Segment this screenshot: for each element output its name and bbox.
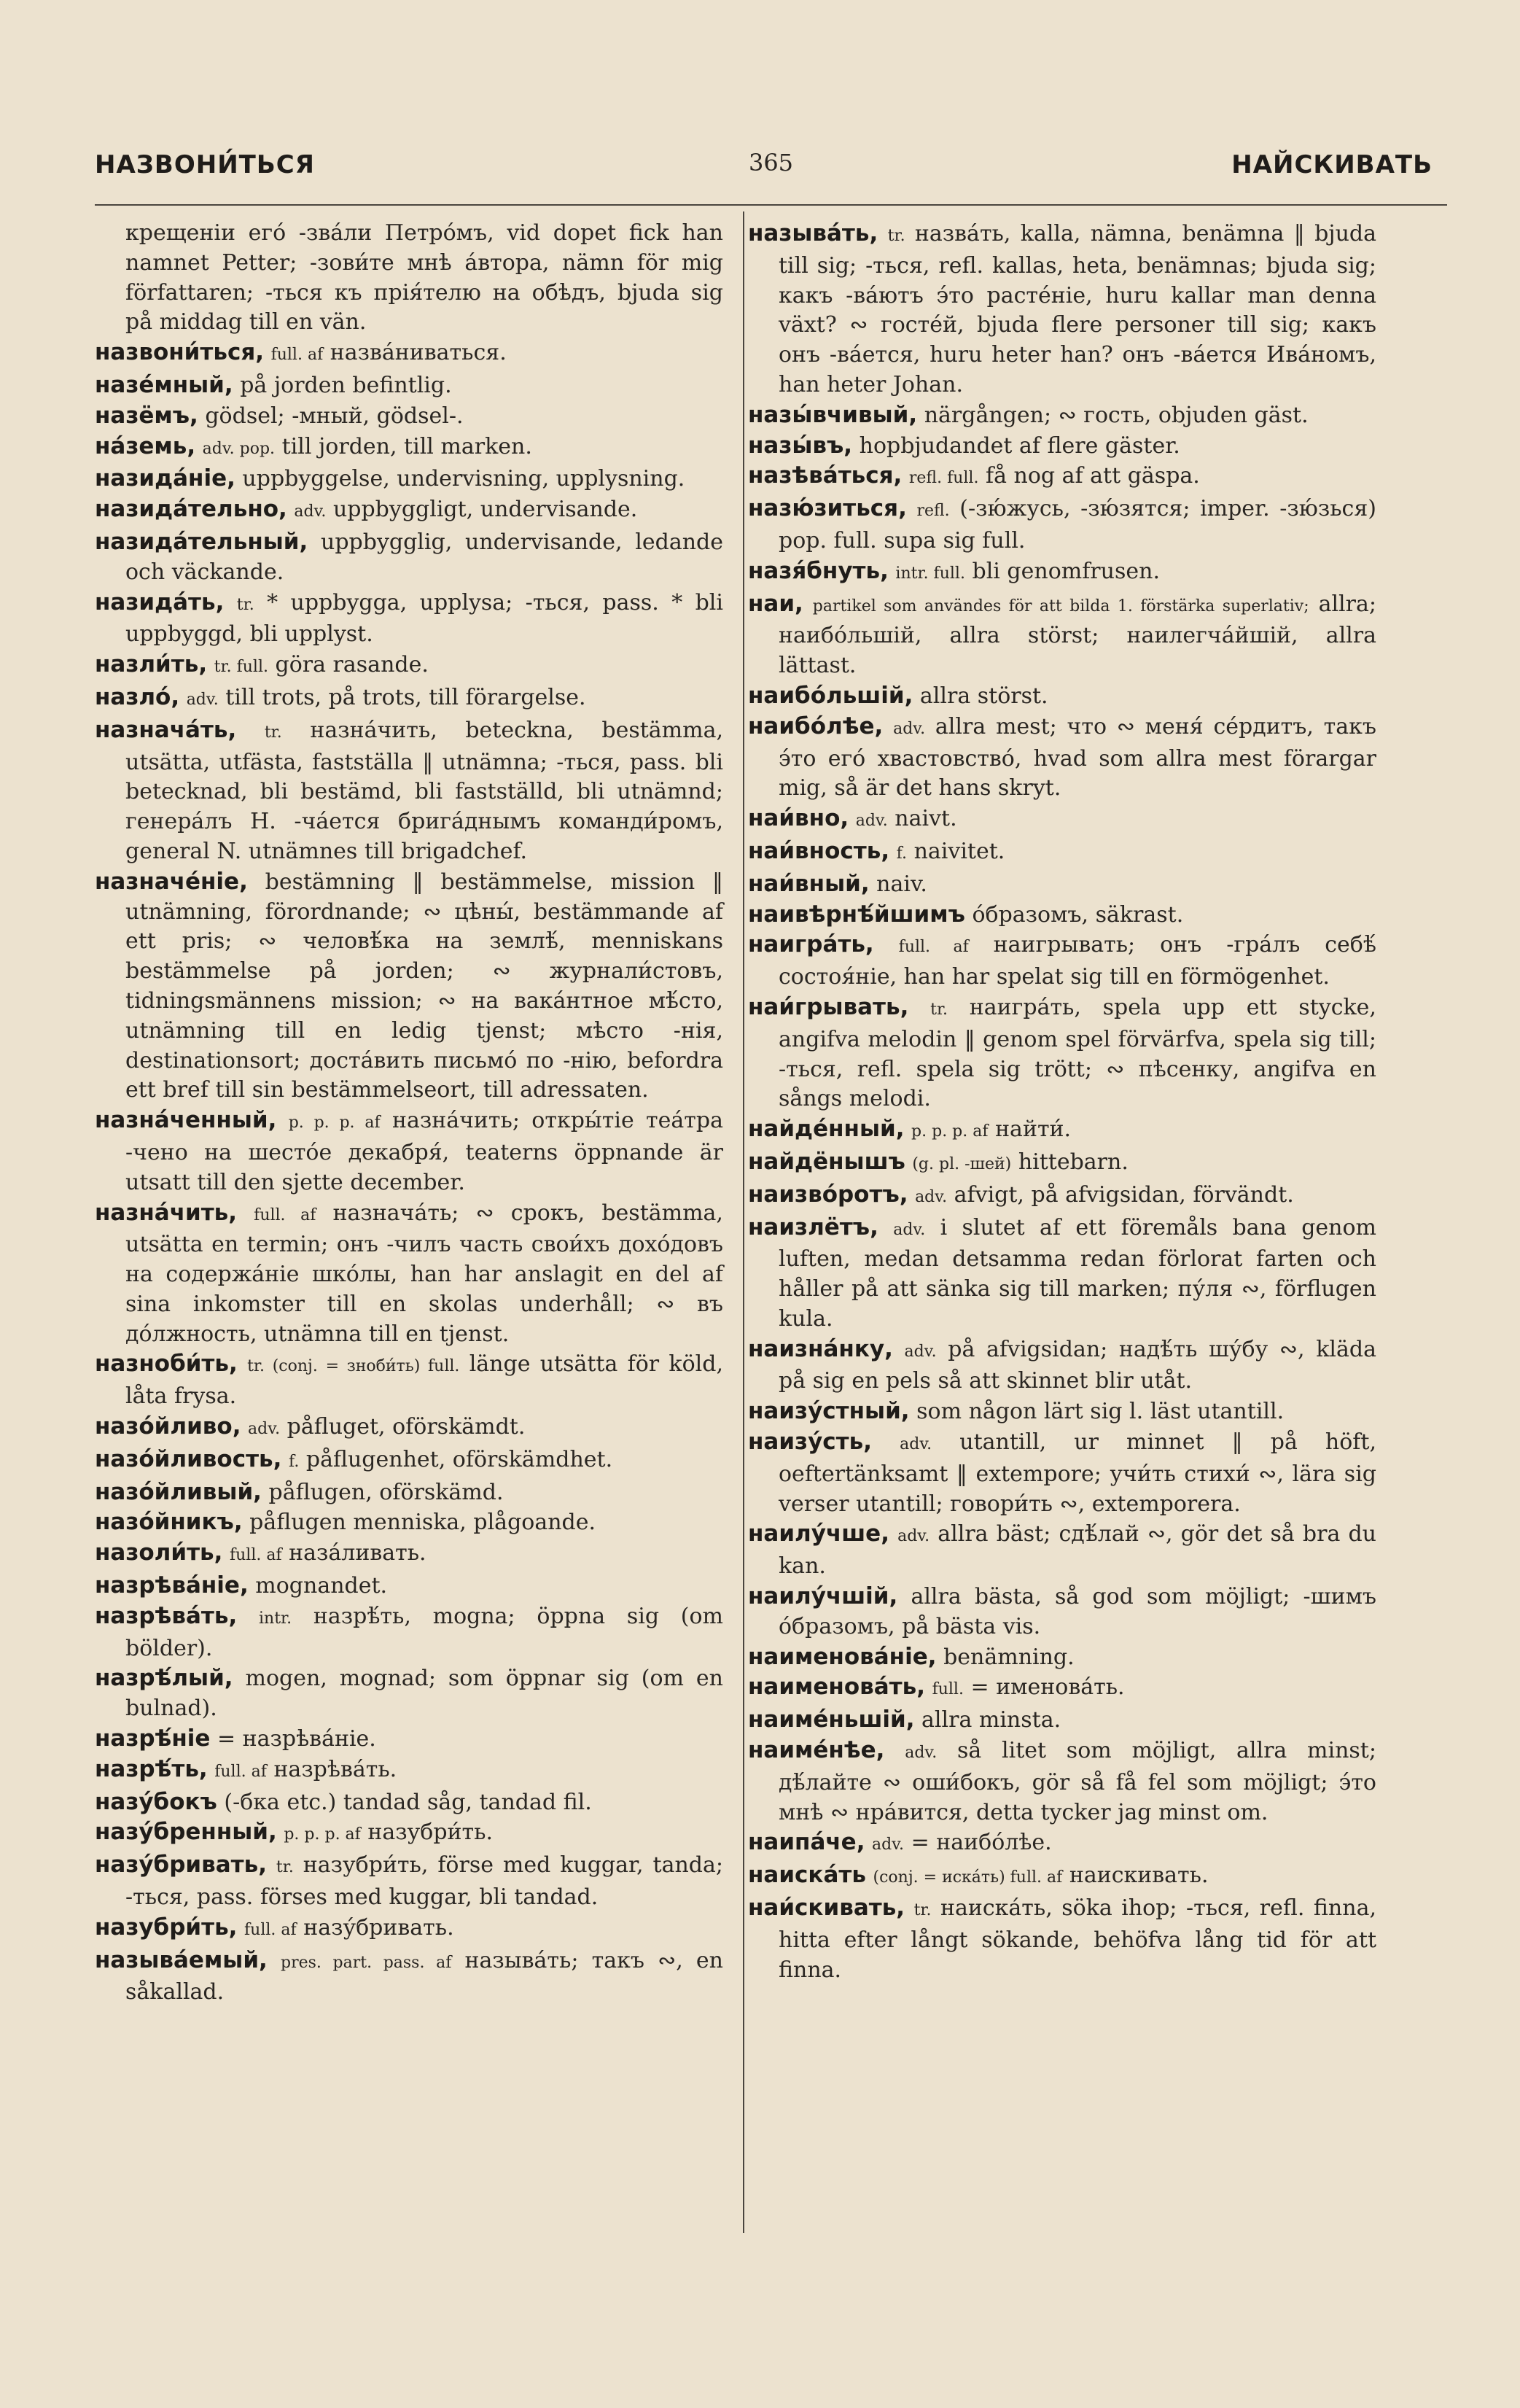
entry-definition: gödsel; -мный, gödsel-. [205, 403, 464, 429]
dictionary-entry [748, 1114, 1376, 1147]
entry-grammar-label: full. af [254, 1205, 316, 1224]
entry-definition: närgången; ∾ гость, objuden gäst. [924, 402, 1309, 428]
entry-definition: = именова́ть. [970, 1674, 1125, 1701]
entry-grammar-label: adv. [893, 1220, 926, 1239]
entry-definition: * uppbygga, upplysa; -ться, pass. * bli uppbyggd, bli upplyst. [125, 589, 723, 648]
dictionary-entry [95, 527, 723, 588]
entry-headword: назрѣва́ніе, [95, 1572, 249, 1599]
entry-definition: allra; наибо́льшій, allra störst; наилегча́йшій, allra lättast. [779, 591, 1376, 679]
entry-grammar-label: f. [288, 1452, 300, 1471]
dictionary-entry [95, 1787, 723, 1818]
entry-headword: наивѣрнѣ́йшимъ [748, 901, 965, 928]
entry-definition: наигрывать; онъ -гра́лъ себѣ́ состоя́ніе, han har spelat sig till en förmögenhet. [779, 932, 1376, 990]
dictionary-entry [748, 836, 1376, 869]
dictionary-entry [95, 1850, 723, 1913]
dictionary-entry [95, 1477, 723, 1508]
entry-headword: назёмъ, [95, 402, 198, 429]
entry-grammar-label: intr. [258, 1609, 292, 1628]
entry-definition: påflugen, oförskämd. [268, 1479, 504, 1505]
dictionary-entry [748, 1213, 1376, 1335]
entry-grammar-label: partikel som användes för att bilda 1. förstärka superlativ; [812, 597, 1309, 615]
entry-definition: наискивать. [1069, 1863, 1209, 1889]
entry-definition: allra minsta. [921, 1707, 1061, 1733]
dictionary-entry [748, 556, 1376, 589]
entry-grammar-label: refl. full. [908, 469, 979, 488]
entry-headword: назна́чить, [95, 1199, 238, 1226]
dictionary-entry [748, 1519, 1376, 1582]
entry-definition: allra bästa, så god som möjligt; -шимъ о́бразомъ, på bästa vis. [779, 1584, 1376, 1639]
entry-definition: наигра́ть, spela upp ett stycke, angifva melodin ‖ genom spel förvärfva, spela sig till; -ться, refl. spela sig trött; ∾ пѣсенку, angifva en sångs melodi. [779, 994, 1376, 1112]
entry-headword: на́земь, [95, 432, 196, 459]
entry-definition: называ́ть; такъ ∾, en såkallad. [125, 1947, 723, 2005]
entry-definition: (-зю́жусь, -зю́зятся; imper. -зю́зься) pop. full. supa sig full. [779, 496, 1376, 554]
dictionary-entry [748, 1736, 1376, 1828]
dictionary-entry [748, 1335, 1376, 1397]
dictionary-entry [748, 993, 1376, 1114]
entry-grammar-label: adv. [904, 1342, 937, 1361]
dictionary-entry [748, 681, 1376, 712]
entry-headword: наи́вный, [748, 870, 870, 897]
entry-headword: назрѣ́лый, [95, 1665, 233, 1692]
entry-headword: наиме́нѣе, [748, 1737, 885, 1764]
entry-headword: назо́йливо, [95, 1413, 241, 1440]
entry-definition: = наибо́лѣе. [911, 1830, 1052, 1856]
header-first-word: НАЗВОНИ́ТЬСЯ [95, 150, 315, 179]
entry-definition: назубри́ть, förse med kuggar, tanda; -ться, pass. förses med kuggar, bli tandad. [125, 1852, 723, 1911]
dictionary-entry [95, 1349, 723, 1412]
entry-headword: наизу́сть, [748, 1429, 873, 1456]
page-number: 365 [748, 149, 794, 176]
entry-grammar-label: tr. [264, 723, 282, 742]
entry-definition: naivt. [895, 806, 957, 832]
entry-grammar-label: full. af [229, 1546, 282, 1565]
entry-headword: назначе́ніе, [95, 868, 248, 895]
dictionary-entry [95, 432, 723, 465]
dictionary-entry [748, 869, 1376, 900]
entry-headword: наибо́лѣе, [748, 712, 884, 739]
entry-definition: benämning. [943, 1644, 1075, 1670]
entry-headword: наи́вно, [748, 805, 849, 832]
dictionary-entry [95, 464, 723, 494]
dictionary-entry [748, 930, 1376, 993]
entry-headword: назида́ніе, [95, 465, 235, 492]
entry-definition: allra mest; что ∾ меня́ се́рдитъ, такъ э́то его́ хвастовство́, hvad som allra mest förargar mig, så är det hans skryt. [779, 713, 1376, 801]
dictionary-entry [95, 1946, 723, 2008]
entry-headword: назида́тельно, [95, 496, 287, 523]
dictionary-entry [95, 338, 723, 370]
dictionary-entry [95, 1724, 723, 1755]
dictionary-entry [95, 1571, 723, 1601]
entry-definition: mogen, mognad; som öppnar sig (om en bulnad). [125, 1666, 723, 1722]
entry-definition: bli genomfrusen. [972, 558, 1160, 584]
entry-definition: назрѣва́ть. [273, 1756, 397, 1782]
dictionary-entry [95, 1198, 723, 1350]
dictionary-entry [95, 1663, 723, 1724]
entry-definition: uppbyggligt, undervisande. [332, 497, 638, 523]
entry-grammar-label: pres. part. pass. af [281, 1953, 452, 1972]
entry-definition: наза́ливать. [289, 1540, 426, 1566]
entry-grammar-label: tr. [276, 1858, 294, 1877]
dictionary-entry [748, 1672, 1376, 1705]
entry-definition: назва́ть, kalla, nämna, benämna ‖ bjuda till sig; -ться, refl. kallas, heta, benämnas; bjuda sig; какъ -ва́ютъ э́то расте́ніе, huru kallar man denna växt? ∾ госте́й, bjuda flere personer till sig; какъ онъ -ва́ется, huru heter han? онъ -ва́ется Ива́номъ, han heter Johan. [779, 221, 1376, 397]
entry-definition: назу́бривать. [303, 1914, 454, 1941]
entry-headword: назо́йливость, [95, 1445, 282, 1472]
entry-headword: назида́ть, [95, 589, 225, 615]
entry-headword: называ́ть, [748, 220, 878, 246]
entry-headword: назу́бренный, [95, 1819, 277, 1846]
entry-definition: påflugenhet, oförskämdhet. [305, 1446, 613, 1472]
dictionary-entry [95, 1507, 723, 1538]
entry-headword: наиме́ньшій, [748, 1706, 915, 1733]
entry-grammar-label: full. af [270, 346, 324, 365]
dictionary-entry [748, 219, 1376, 400]
entry-headword: назноби́ть, [95, 1351, 238, 1378]
entry-definition: utantill, ur minnet ‖ på höft, oeftertänksamt ‖ extempore; учи́ть стихи́ ∾, lära sig verser utantill; говори́ть ∾, extemporera. [779, 1429, 1377, 1517]
entry-headword: назвони́ться, [95, 339, 265, 366]
dictionary-entry [95, 1601, 723, 1664]
entry-grammar-label: adv. [294, 502, 327, 521]
entry-definition: hittebarn. [1018, 1149, 1129, 1175]
entry-definition: naiv. [876, 871, 927, 897]
dictionary-entry [748, 1427, 1376, 1519]
entry-headword: наиска́ть [748, 1862, 866, 1889]
entry-headword: назна́ченный, [95, 1107, 277, 1134]
entry-grammar-label: tr. [887, 227, 905, 245]
dictionary-entry [748, 1828, 1376, 1860]
entry-headword: назрѣва́ть, [95, 1602, 238, 1629]
dictionary-entry [95, 715, 723, 867]
entry-headword: наигра́ть, [748, 931, 874, 958]
entry-headword: наизлётъ, [748, 1213, 878, 1240]
entry-grammar-label: tr. [913, 1901, 932, 1920]
entry-definition: bestämning ‖ bestämmelse, mission ‖ utnämning, förordnande; ∾ цѣны́, bestämmande af ett pris; ∾ человѣ́ка на землѣ́, menniskans bestämmelse på jorden; ∾ журнали́стовъ, tidningsmännens mission; ∾ на вака́нтное мѣ́сто, utnämning till en ledig tjenst; мѣсто -нія, destinationsort; доста́вить письмо́ по -нію, befordra ett bref till sin bestämmelseort, till adressaten. [125, 869, 723, 1103]
dictionary-entry [748, 900, 1376, 931]
entry-grammar-label: adv. [900, 1435, 932, 1454]
entry-headword: назнача́ть, [95, 716, 237, 743]
column-divider [743, 211, 744, 2233]
entry-grammar-label: adv. [905, 1744, 938, 1763]
entry-headword: назы́въ, [748, 432, 853, 459]
entry-definition: påfluget, oförskämdt. [287, 1414, 526, 1440]
entry-headword: найдёнышъ [748, 1148, 905, 1175]
entry-definition: hopbjudandet af flere gäster. [859, 432, 1180, 459]
entry-definition: länge utsätta för köld, låta frysa. [125, 1351, 723, 1410]
entry-definition: uppbyggelse, undervisning, upplysning. [242, 466, 685, 492]
dictionary-entry [748, 589, 1376, 681]
header-last-word: НАЙСКИВАТЬ [1231, 150, 1433, 179]
entry-headword: найде́нный, [748, 1116, 905, 1143]
entry-definition: = назрѣва́ніе. [217, 1726, 376, 1752]
entry-definition: найти́. [995, 1116, 1072, 1143]
dictionary-entry [95, 1913, 723, 1946]
entry-headword: наи, [748, 590, 803, 617]
entry-headword: наи́грывать, [748, 993, 909, 1020]
right-column [748, 219, 1376, 1985]
entry-grammar-label: full. af [898, 938, 969, 957]
entry-headword: называ́емый, [95, 1946, 268, 1973]
entry-definition: till trots, på trots, till förargelse. [225, 684, 586, 710]
entry-grammar-label: full. [932, 1680, 964, 1699]
entry-grammar-label: adv. [855, 812, 888, 831]
entry-grammar-label: f. [896, 844, 908, 863]
entry-definition: afvigt, på afvigsidan, förvändt. [954, 1181, 1294, 1208]
left-column [95, 219, 723, 2008]
page-header [95, 143, 1447, 194]
entry-headword: назе́мный, [95, 371, 233, 398]
entry-definition: som någon lärt sig l. läst utantill. [916, 1399, 1285, 1425]
dictionary-entry [95, 219, 723, 338]
entry-headword: назрѣ́ніе [95, 1725, 211, 1752]
entry-grammar-label: tr. [930, 1000, 948, 1019]
entry-headword: назу́бривать, [95, 1852, 267, 1879]
dictionary-entry [748, 712, 1376, 804]
entry-grammar-label: adv. pop. [202, 439, 276, 458]
dictionary-entry [95, 1445, 723, 1477]
entry-definition: назубри́ть. [367, 1819, 493, 1846]
entry-headword: назубри́ть, [95, 1914, 238, 1941]
dictionary-entry [748, 1705, 1376, 1736]
dictionary-entry [748, 1893, 1376, 1985]
entry-definition: i slutet af ett föremåls bana genom luften, medan detsamma redan förlorat farten och håller på att sänka sig till marken; пу́ля ∾, förflugen kula. [779, 1214, 1376, 1332]
dictionary-entry [95, 1412, 723, 1445]
entry-headword: наименова́ніе, [748, 1643, 937, 1670]
entry-grammar-label: full. af [214, 1762, 267, 1781]
entry-definition: назва́ниваться. [330, 340, 507, 366]
entry-grammar-label: p. p. p. af [288, 1114, 381, 1133]
entry-definition: allra störst. [919, 683, 1048, 709]
entry-headword: назло́, [95, 683, 180, 710]
entry-grammar-label: p. p. p. af [911, 1122, 989, 1141]
entry-definition: påflugen menniska, plågoande. [249, 1510, 596, 1536]
entry-headword: наизу́стный, [748, 1398, 910, 1425]
entry-definition: allra bäst; сдѣ́лай ∾, gör det så bra du kan. [779, 1521, 1376, 1580]
dictionary-entry [95, 1755, 723, 1787]
entry-headword: назо́йливый, [95, 1478, 262, 1505]
entry-definition: till jorden, till marken. [281, 433, 532, 459]
entry-grammar-label: full. af [244, 1920, 297, 1939]
entry-headword: наилу́чше, [748, 1520, 889, 1547]
entry-definition: naivitet. [913, 838, 1005, 864]
entry-headword: назрѣ́ть, [95, 1755, 208, 1782]
entry-headword: назу́бокъ [95, 1788, 217, 1815]
entry-headword: назида́тельный, [95, 528, 308, 555]
dictionary-entry [748, 1860, 1376, 1893]
entry-definition: på jorden befintlig. [240, 372, 452, 398]
entry-headword: назы́вчивый, [748, 401, 918, 428]
entry-grammar-label: adv. [893, 719, 926, 738]
dictionary-entry [748, 1642, 1376, 1673]
entry-headword: назоли́ть, [95, 1539, 223, 1566]
dictionary-entry [748, 431, 1376, 462]
entry-definition: mognandet. [255, 1573, 388, 1599]
entry-grammar-label: refl. [916, 502, 950, 521]
entry-definition: назрѣ́ть, mogna; öppna sig (om bölder). [125, 1603, 723, 1661]
entry-definition: наиска́ть, söka ihop; -ться, refl. finna, hitta efter långt sökande, behöfva lång tid för att finna. [779, 1895, 1376, 1983]
entry-definition: крещеніи его́ -зва́ли Петро́мъ, vid dopet fick han namnet Petter; -зови́те мнѣ а́втора, nämn för mig författaren; -ться къ прія́телю на обѣдъ, bjuda sig på middag till en vän. [125, 220, 723, 335]
entry-grammar-label: adv. [872, 1836, 905, 1854]
entry-headword: назя́бнуть, [748, 557, 889, 584]
dictionary-entry [748, 1582, 1376, 1642]
entry-grammar-label: adv. [915, 1187, 948, 1206]
entry-definition: назнача́ть; ∾ срокъ, bestämma, utsätta en termin; онъ -чилъ часть свои́хъ дохо́довъ на содержа́ніе шко́лы, han har anslagit en del af sina inkomster till en skolas underhåll; ∾ въ до́лжность, utnämna till en tjenst. [125, 1200, 723, 1347]
dictionary-entry [748, 400, 1376, 431]
dictionary-entry [748, 1397, 1376, 1427]
entry-headword: назѣва́ться, [748, 462, 903, 489]
entry-definition: назна́чить; откры́тіе теа́тра -чено на шесто́е декабря́, teaterns öppnande är utsatt till den sjette december. [125, 1108, 723, 1195]
dictionary-entry [95, 588, 723, 650]
entry-headword: наилу́чшій, [748, 1583, 898, 1610]
entry-headword: наи́вность, [748, 837, 890, 864]
entry-headword: наибо́льшій, [748, 682, 913, 709]
entry-headword: наименова́ть, [748, 1674, 926, 1701]
entry-grammar-label: p. p. p. af [284, 1825, 361, 1844]
entry-definition: (-бка etc.) tandad såg, tandad fil. [224, 1789, 592, 1815]
entry-headword: наи́скивать, [748, 1895, 905, 1922]
dictionary-entry [95, 401, 723, 432]
entry-headword: наизна́нку, [748, 1335, 893, 1362]
entry-grammar-label: (g. pl. -шей) [912, 1154, 1012, 1173]
entry-definition: göra rasande. [275, 652, 429, 678]
entry-grammar-label: (conj. = иска́ть) full. af [873, 1868, 1063, 1887]
dictionary-entry [95, 494, 723, 527]
entry-definition: uppbygglig, undervisande, ledande och väckande. [125, 529, 723, 585]
entry-grammar-label: tr. [236, 595, 254, 614]
entry-definition: få nog af att gäspa. [986, 463, 1200, 489]
entry-grammar-label: adv. [186, 690, 219, 709]
entry-grammar-label: intr. full. [895, 564, 965, 583]
entry-definition: назна́чить, beteckna, bestämma, utsätta, utfästa, fastställa ‖ utnämna; -ться, pass. bli betecknad, bli bestämd, bli fastställd, bli utnämnd; генера́лъ Н. -ча́ется бригáднымъ команди́ромъ, general N. utnämnes till brigadchef. [125, 717, 723, 864]
dictionary-entry [95, 683, 723, 715]
entry-grammar-label: adv. [897, 1527, 930, 1546]
entry-definition: så litet som möjligt, allra minst; дѣ́лайте ∾ оши́бокъ, gör så få fel som möjligt; э́то мнѣ ∾ нра́вится, detta tycker jag minst om. [779, 1738, 1376, 1825]
dictionary-entry [748, 1147, 1376, 1180]
dictionary-entry [95, 1538, 723, 1571]
header-rule [95, 204, 1447, 206]
entry-headword: назли́ть, [95, 651, 208, 678]
entry-grammar-label: adv. [248, 1420, 281, 1439]
dictionary-entry [95, 650, 723, 683]
dictionary-entry [95, 1817, 723, 1850]
dictionary-entry [748, 494, 1376, 556]
dictionary-entry [95, 867, 723, 1106]
entry-headword: наизво́ротъ, [748, 1181, 908, 1208]
entry-grammar-label: tr. full. [214, 658, 268, 677]
entry-grammar-label: tr. (conj. = зноби́ть) full. [247, 1357, 460, 1376]
dictionary-entry [748, 461, 1376, 494]
dictionary-entry [95, 370, 723, 401]
dictionary-entry [748, 804, 1376, 836]
entry-headword: наипа́че, [748, 1829, 865, 1856]
entry-headword: назю́зиться, [748, 495, 907, 522]
entry-headword: назо́йникъ, [95, 1509, 243, 1536]
entry-definition: på afvigsidan; надѣ́ть шу́бу ∾, kläda på sig en pels så att skinnet blir utåt. [779, 1336, 1376, 1394]
dictionary-entry [748, 1180, 1376, 1213]
entry-definition: о́бразомъ, säkrast. [972, 901, 1184, 928]
dictionary-entry [95, 1106, 723, 1197]
